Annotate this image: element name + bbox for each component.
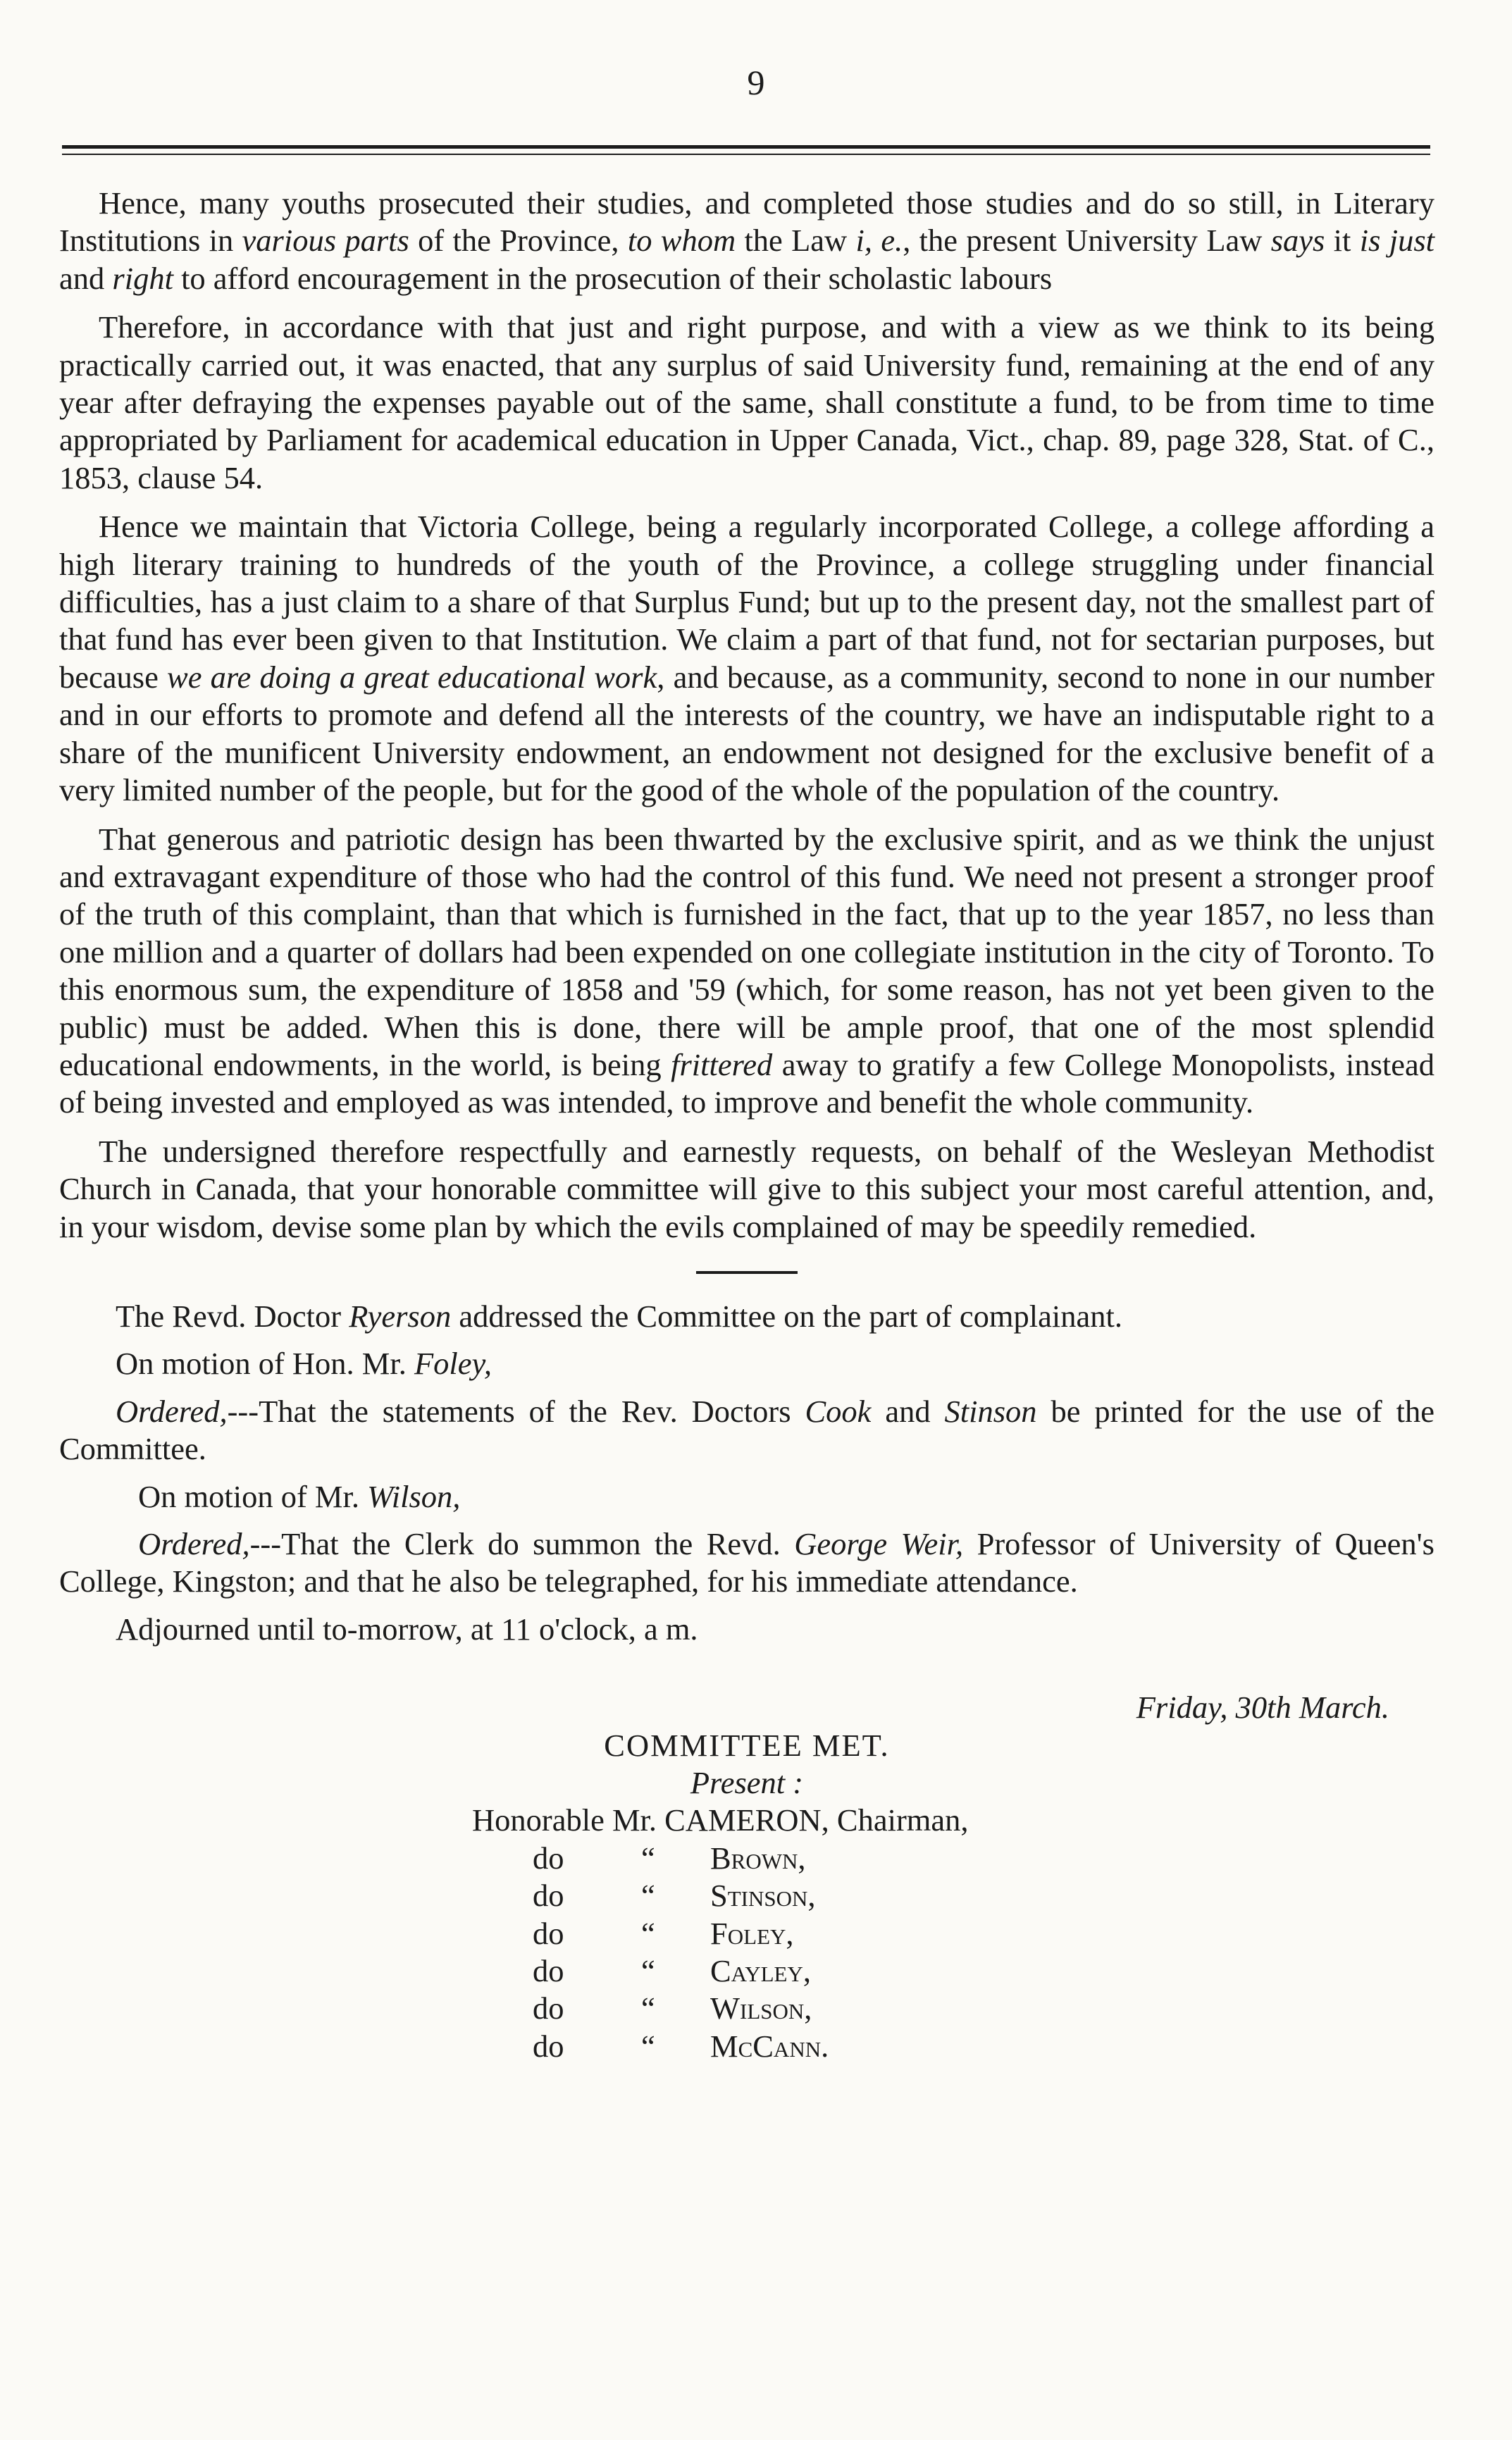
italic-text: Wilson, [367,1478,461,1514]
italic-text: Ordered, [116,1393,228,1429]
ditto-quote: “ [641,1953,655,1988]
member-name: Foley, [710,1915,794,1951]
proceeding-entry [59,1478,1434,1516]
italic-text: right [112,260,173,296]
text-run: On motion of Hon. Mr. [116,1346,414,1382]
ditto-mark: do [533,1840,564,1876]
proceeding-entry [59,1611,1434,1648]
member-row [59,1990,1434,2027]
text-run: On motion of Mr. [138,1478,368,1514]
member-row [59,1877,1434,1914]
chairman-line: Honorable Mr. CAMERON, Chairman, [472,1802,969,1838]
header-rule-thin [62,154,1430,155]
italic-text: Ryerson [349,1298,452,1334]
member-name: Stinson, [710,1878,816,1914]
text-run: be printed for the use of the Committee. [59,1393,1434,1467]
body-text [59,185,1434,2065]
italic-text: Stinson [944,1393,1037,1429]
italic-text: is just [1359,223,1435,259]
text-run: of the Province, [409,223,628,259]
meeting-date: Friday, 30th March. [1136,1690,1389,1726]
paragraph [59,185,1434,297]
text-run: That generous and patriotic design has been thwarted by the exclusive spirit, and as we think the unjust and extravagant expenditure of those who had the control of this fund. We need not present a stronger proof of the truth of this complaint, than that which is furnished in the fact, that up to the year 1857, no less than one million and a quarter of dollars had been expended on one collegiate institution in the city of Toronto. To this enormous sum, the expenditure of 1858 and '59 (which, for some reason, has not yet been given to the public) must be added. When this is done, there will be ample proof, that one of the most splendid educational endowments, in the world, is being [59,821,1434,1082]
ditto-mark: do [533,1915,564,1951]
text-run: , the present University Law [903,223,1271,259]
member-name: Cayley, [710,1953,811,1988]
text-run: and [59,260,113,296]
proceeding-entry [59,1345,1434,1382]
italic-text: various parts [242,223,409,259]
text-run: , and because, as a community, second to none in our number and in our efforts to promote and defend all the interests of the country, we have an indisputable right to a share of the munificent University endowment, an endowment not designed for the exclusive benefit of a very limited number of the people, but for the good of the whole of the population of the country. [59,659,1434,808]
text-run: Adjourned until to-morrow, at 11 o'clock, a m. [116,1611,698,1647]
meeting-heading: COMMITTEE MET. [604,1727,890,1763]
text-run: ---That the Clerk do summon the Revd. [249,1526,795,1561]
italic-text: to whom [627,223,736,259]
text-run: ---That the statements of the Rev. Doctors [227,1393,805,1429]
italic-text: says [1270,223,1325,259]
committee-proceedings [59,1298,1434,1648]
ditto-mark: do [533,1990,564,2026]
text-run: Hence we maintain that Victoria College, being a regularly incorporated College, a college affording a high literary training to hundreds of the youth of the Province, a college struggling under financial difficulties, has a just claim to a share of that Surplus Fund; but up to the present day, not the smallest part of that fund has ever been given to that Institution. We claim a part of that fund, not for sectarian purposes, but because [59,509,1434,695]
text-run: addressed the Committee on the part of complainant. [451,1298,1122,1334]
italic-text: we are doing a great educational work [167,659,657,695]
ditto-quote: “ [641,1840,655,1876]
italic-text: Ordered, [138,1526,250,1561]
proceeding-entry [59,1298,1434,1335]
members-roster [59,1802,1434,2065]
text-run: the Law [736,223,856,259]
proceeding-entry [59,1393,1434,1468]
member-row [59,1952,1434,1990]
text-run: The undersigned therefore respectfully and earnestly requests, on behalf of the Wesleyan Methodist Church in Canada, that your honorable committee will give to this subject your most careful attention, and, in your wisdom, devise some plan by which the evils complained of may be speedily remedied. [59,1133,1434,1244]
ditto-quote: “ [641,1878,655,1914]
present-label: Present : [690,1765,804,1801]
text-run: and [871,1393,945,1429]
paragraph [59,508,1434,809]
memorial-paragraphs [59,185,1434,1246]
section-divider [696,1271,798,1274]
ditto-mark: do [533,1878,564,1914]
ditto-quote: “ [641,1915,655,1951]
text-run: away to gratify a few College Monopolists, instead of being invested and employed as was intended, to improve and benefit the whole community. [59,1046,1434,1120]
member-name: McCann. [710,2028,829,2064]
member-row [59,1915,1434,1952]
italic-text: Foley, [414,1346,492,1382]
ditto-quote: “ [641,2028,655,2064]
paragraph [59,821,1434,1122]
ditto-mark: do [533,1953,564,1988]
proceeding-entry [59,1525,1434,1601]
member-row [59,1840,1434,1877]
ditto-mark: do [533,2028,564,2064]
italic-text: Cook [805,1393,872,1429]
paragraph [59,309,1434,497]
italic-text: George Weir, [794,1526,964,1561]
member-row [59,2028,1434,2065]
text-run: Hence, many youths prosecuted their studies, and completed those studies and do so still, in Literary Institutions in [59,185,1434,259]
text-run: to afford encouragement in the prosecution of their scholastic labours [173,260,1053,296]
italic-text: frittered [671,1046,773,1082]
paragraph [59,1133,1434,1246]
text-run: it [1325,223,1360,259]
member-name: Wilson, [710,1990,812,2026]
header-rule [62,145,1430,149]
page-number: 9 [747,63,765,102]
member-name: Brown, [710,1840,806,1876]
italic-text: i, e. [855,223,903,259]
text-run: Professor of University of Queen's College, Kingston; and that he also be telegraphed, for his immediate attendance. [59,1526,1434,1599]
text-run: Therefore, in accordance with that just and right purpose, and with a view as we think to its being practically carried out, it was enacted, that any surplus of said University fund, remaining at the end of any year after defraying the expenses payable out of the same, shall constitute a fund, to be from time to time appropriated by Parliament for academical education in Upper Canada, Vict., chap. 89, page 328, Stat. of C., 1853, clause 54. [59,309,1434,495]
chairman-row [59,1802,1434,1839]
text-run: The Revd. Doctor [116,1298,349,1334]
ditto-quote: “ [641,1990,655,2026]
